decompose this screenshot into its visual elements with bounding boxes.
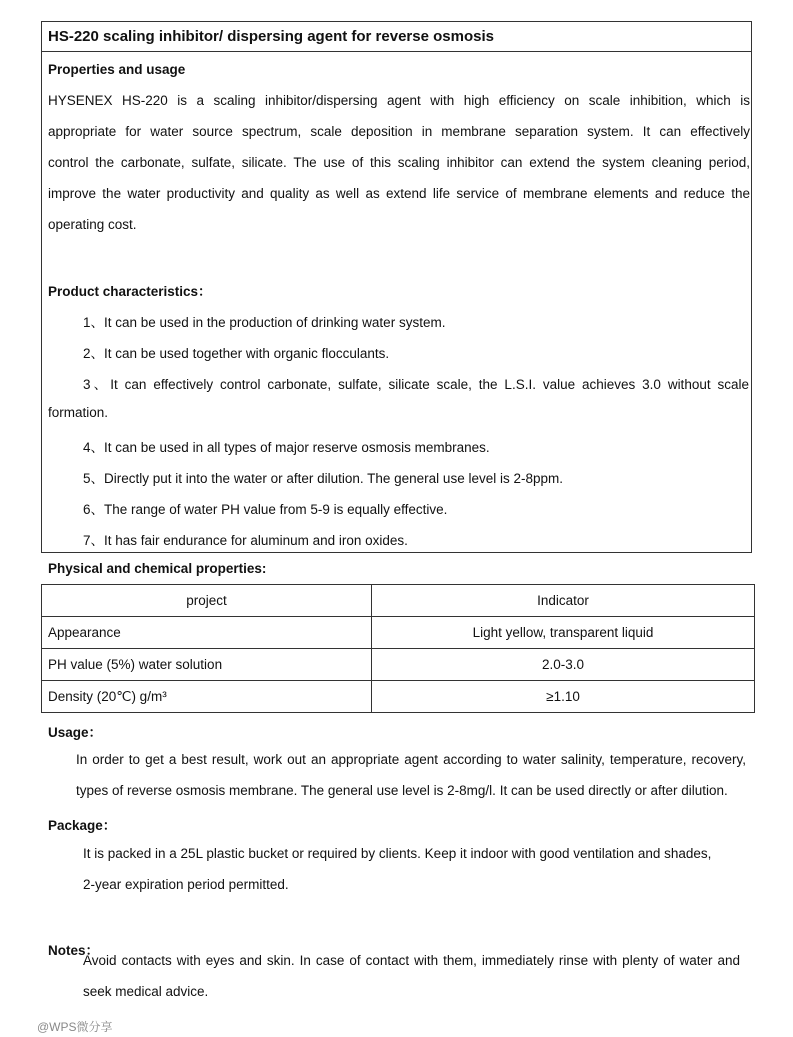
package-line: It is packed in a 25L plastic bucket or required by clients. Keep it indoor with good ventilation and shades,	[83, 846, 712, 861]
characteristic-item: 7、It has fair endurance for aluminum and iron oxides.	[83, 533, 408, 548]
notes-line: seek medical advice.	[83, 984, 209, 999]
table-header-row	[42, 585, 755, 617]
paragraph-line: appropriate for water source spectrum, scale deposition in membrane separation system. It can effectively	[48, 124, 750, 139]
usage-line: types of reverse osmosis membrane. The general use level is 2-8mg/l. It can be used directly or after dilution.	[76, 783, 728, 798]
characteristic-item-continuation: formation.	[48, 405, 109, 420]
properties-table	[41, 584, 755, 713]
table-cell: Light yellow, transparent liquid	[372, 617, 755, 649]
table-cell: PH value (5%) water solution	[42, 649, 372, 681]
package-line: 2-year expiration period permitted.	[83, 877, 289, 892]
table-header-cell: Indicator	[372, 585, 755, 617]
characteristic-item: 6、The range of water PH value from 5-9 is equally effective.	[83, 502, 448, 517]
table-cell: ≥1.10	[372, 681, 755, 713]
table-row	[42, 617, 755, 649]
notes-line: Avoid contacts with eyes and skin. In case of contact with them, immediately rinse with plenty of water and	[83, 953, 740, 968]
characteristic-item: 3、It can effectively control carbonate, sulfate, silicate scale, the L.S.I. value achieves 3.0 without scale	[83, 377, 749, 392]
table-cell: Appearance	[42, 617, 372, 649]
wps-watermark: @WPS微分享	[37, 1020, 113, 1034]
paragraph-line: improve the water productivity and quality as well as extend life service of membrane elements and reduce the	[48, 186, 750, 201]
physchem-heading: Physical and chemical properties:	[48, 561, 267, 576]
table-cell: 2.0-3.0	[372, 649, 755, 681]
notes-heading: Notes：	[48, 943, 100, 958]
table-row	[42, 649, 755, 681]
characteristic-item: 4、It can be used in all types of major reserve osmosis membranes.	[83, 440, 490, 455]
characteristic-item: 1、It can be used in the production of drinking water system.	[83, 315, 446, 330]
table-cell: Density (20℃) g/m³	[42, 681, 372, 713]
paragraph-line: control the carbonate, sulfate, silicate. The use of this scaling inhibitor can extend the system cleaning period,	[48, 155, 750, 170]
table-row	[42, 681, 755, 713]
properties-usage-heading: Properties and usage	[48, 62, 186, 77]
characteristic-item: 2、It can be used together with organic flocculants.	[83, 346, 390, 361]
usage-line: In order to get a best result, work out an appropriate agent according to water salinity, temperature, recovery,	[76, 752, 746, 767]
properties-usage-paragraph	[48, 85, 750, 240]
paragraph-line: operating cost.	[48, 217, 137, 232]
table-header-cell: project	[42, 585, 372, 617]
paragraph-line: HYSENEX HS-220 is a scaling inhibitor/dispersing agent with high efficiency on scale inhibition, which is	[48, 93, 750, 108]
title-box	[41, 21, 752, 52]
package-heading: Package：	[48, 818, 117, 833]
document-title: HS-220 scaling inhibitor/ dispersing agent for reverse osmosis	[48, 28, 494, 45]
characteristics-heading: Product characteristics：	[48, 284, 212, 299]
characteristic-item: 5、Directly put it into the water or after dilution. The general use level is 2-8ppm.	[83, 471, 563, 486]
usage-heading: Usage：	[48, 725, 103, 740]
